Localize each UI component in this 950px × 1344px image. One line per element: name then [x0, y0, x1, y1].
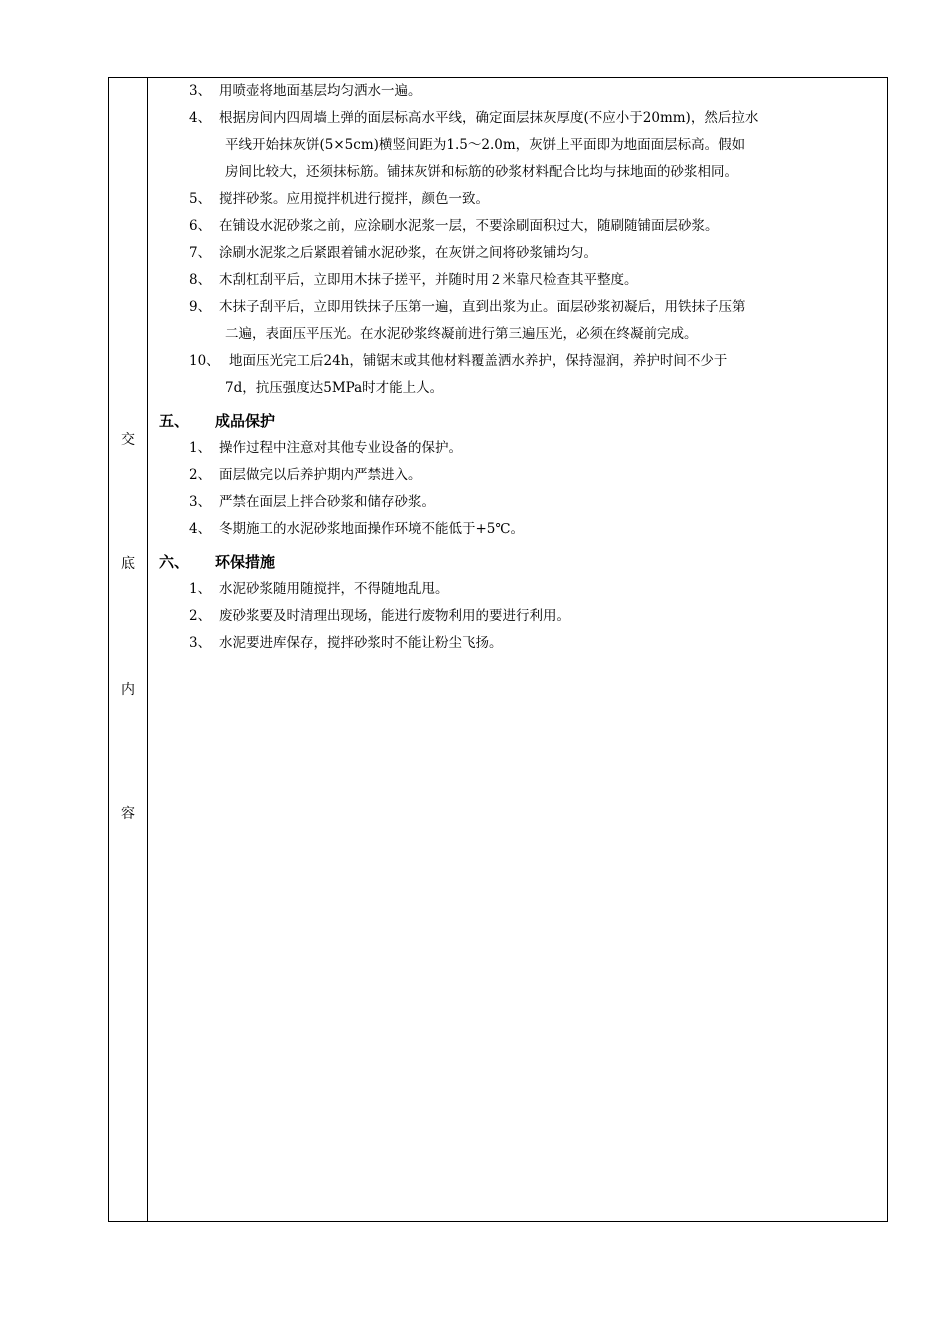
- item-number: 8、: [189, 272, 212, 288]
- item-text: 涂刷水泥浆之后紧跟着铺水泥砂浆，在灰饼之间将砂浆铺均匀。: [219, 245, 597, 261]
- item-number: 2、: [189, 608, 212, 624]
- item-number: 7、: [189, 245, 212, 261]
- disclosure-table: [108, 77, 888, 1222]
- item-text: 面层做完以后养护期内严禁进入。: [219, 467, 422, 483]
- list-item: [149, 576, 887, 603]
- list-item: [149, 462, 887, 489]
- section-number: 五、: [159, 412, 190, 430]
- list-item: [149, 105, 887, 132]
- item-text: 冬期施工的水泥砂浆地面操作环境不能低于+5℃。: [219, 521, 525, 537]
- item-text-continued: 房间比较大，还须抹标筋。铺抹灰饼和标筋的砂浆材料配合比均与抹地面的砂浆相同。: [225, 164, 738, 180]
- item-text: 在铺设水泥砂浆之前，应涂刷水泥浆一层，不要涂刷面积过大，随刷随铺面层砂浆。: [219, 218, 719, 234]
- list-item: [149, 348, 887, 375]
- item-text: 废砂浆要及时清理出现场，能进行废物利用的要进行利用。: [219, 608, 570, 624]
- section-heading: [149, 548, 887, 576]
- item-number: 3、: [189, 494, 212, 510]
- item-text: 操作过程中注意对其他专业设备的保护。: [219, 440, 462, 456]
- side-label-column: [109, 78, 148, 1221]
- list-item: [149, 489, 887, 516]
- list-item: [149, 603, 887, 630]
- item-number: 9、: [189, 299, 212, 315]
- item-text: 木抹子刮平后，立即用铁抹子压第一遍，直到出浆为止。面层砂浆初凝后，用铁抹子压第: [219, 299, 746, 315]
- side-label-char: 容: [121, 806, 135, 822]
- list-item: [149, 213, 887, 240]
- list-item: [149, 240, 887, 267]
- section-title: 环保措施: [215, 553, 276, 571]
- item-number: 1、: [189, 581, 212, 597]
- item-text-continued: 二遍，表面压平压光。在水泥砂浆终凝前进行第三遍压光，必须在终凝前完成。: [225, 326, 698, 342]
- section-heading: [149, 407, 887, 435]
- side-label-char: 底: [121, 556, 135, 572]
- item-text: 用喷壶将地面基层均匀洒水一遍。: [219, 83, 422, 99]
- item-number: 2、: [189, 467, 212, 483]
- list-item: [149, 186, 887, 213]
- disclosure-content: [149, 78, 887, 1221]
- item-text: 地面压光完工后24h，铺锯末或其他材料覆盖洒水养护，保持湿润，养护时间不少于: [229, 353, 728, 369]
- item-number: 1、: [189, 440, 212, 456]
- item-number: 4、: [189, 521, 212, 537]
- item-number: 10、: [189, 353, 220, 369]
- list-item: [149, 267, 887, 294]
- item-text: 水泥要进库保存，搅拌砂浆时不能让粉尘飞扬。: [219, 635, 503, 651]
- list-item: [149, 630, 887, 657]
- item-text-continued: 平线开始抹灰饼(5×5cm)横竖间距为1.5～2.0m，灰饼上平面即为地面面层标高。假如: [225, 137, 746, 153]
- list-item: [149, 516, 887, 543]
- item-number: 3、: [189, 635, 212, 651]
- item-text: 严禁在面层上拌合砂浆和储存砂浆。: [219, 494, 435, 510]
- section-number: 六、: [159, 553, 190, 571]
- section-title: 成品保护: [215, 412, 276, 430]
- side-label-char: 内: [121, 682, 135, 698]
- list-item: [149, 435, 887, 462]
- list-item: [149, 78, 887, 105]
- item-number: 3、: [189, 83, 212, 99]
- item-number: 4、: [189, 110, 212, 126]
- item-text: 水泥砂浆随用随搅拌，不得随地乱甩。: [219, 581, 449, 597]
- item-text-continued: 7d，抗压强度达5MPa时才能上人。: [225, 380, 444, 396]
- list-item: [149, 294, 887, 321]
- side-label-char: 交: [121, 432, 135, 448]
- item-number: 6、: [189, 218, 212, 234]
- item-text: 搅拌砂浆。应用搅拌机进行搅拌，颜色一致。: [219, 191, 489, 207]
- item-text: 木刮杠刮平后，立即用木抹子搓平，并随时用２米靠尺检查其平整度。: [219, 272, 638, 288]
- item-text: 根据房间内四周墙上弹的面层标高水平线，确定面层抹灰厚度(不应小于20mm)，然后拉水: [219, 110, 759, 126]
- item-number: 5、: [189, 191, 212, 207]
